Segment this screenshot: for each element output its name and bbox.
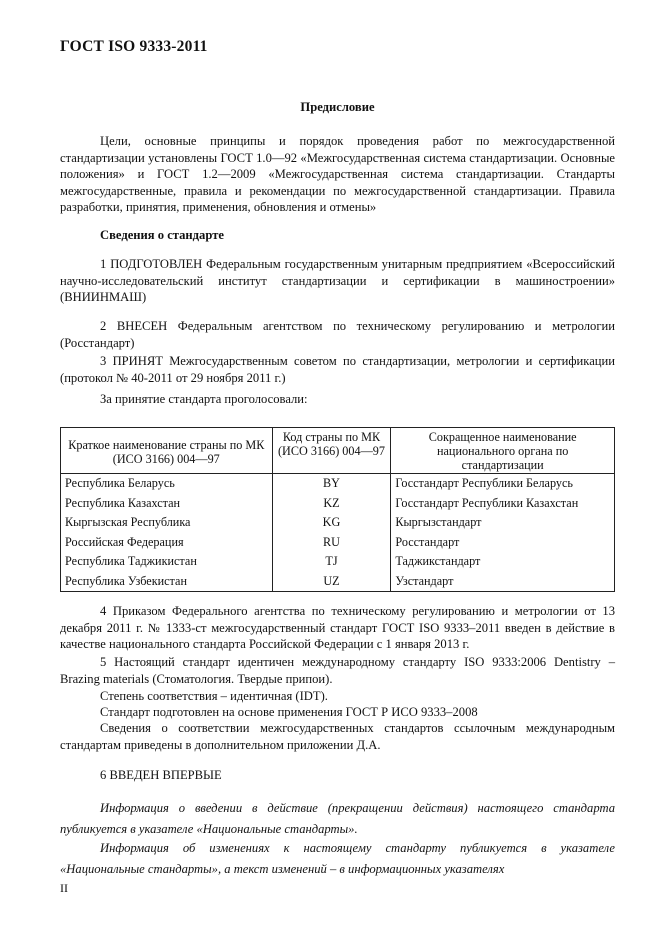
- intro-text: Цели, основные принципы и порядок проведения работ по межгосударственной стандартизации установлены ГОСТ 1.0—92 «Межгосударственная система стандартизации. Основные положения» и ГОСТ 1.2—2009 «Межгосударственная система стандартизации. Стандарты межгосударственные, правила и рекомендации по межгосударственной стандартизации. Правила разработки, принятия, применения, обновления и отмены»: [60, 134, 615, 215]
- annex-note-text: Сведения о соответствии межгосударственных стандартов ссылочным международным стандартам приведены в дополнительном приложении Д.А.: [60, 721, 615, 752]
- country-cell: Республика Узбекистан: [61, 572, 273, 592]
- body-cell: Росстандарт: [391, 533, 615, 553]
- body-cell: Узстандарт: [391, 572, 615, 592]
- body-cell: Таджикстандарт: [391, 552, 615, 572]
- item-4-text: 4 Приказом Федерального агентства по техническому регулированию и метрологии от 13 декабря 2011 г. № 1333-ст межгосударственный стандарт ГОСТ ISO 9333–2011 введен в действие в качестве национального стандарта Российской Федерации с 1 января 2013 г.: [60, 604, 615, 652]
- table-row: [61, 533, 615, 553]
- code-cell: BY: [272, 474, 391, 494]
- info-publication: [60, 798, 615, 840]
- column-header-country: Краткое наименование страны по МК (ИСО 3166) 004—97: [61, 428, 273, 474]
- conformity-line: [60, 688, 615, 705]
- country-cell: Республика Беларусь: [61, 474, 273, 494]
- country-cell: Республика Таджикистан: [61, 552, 273, 572]
- item-6: [60, 767, 615, 784]
- item-2-text: 2 ВНЕСЕН Федеральным агентством по техническому регулированию и метрологии (Росстандарт): [60, 319, 615, 350]
- intro-paragraph: [60, 133, 615, 216]
- voted-label: За принятие стандарта проголосовали:: [100, 392, 308, 406]
- code-cell: KG: [272, 513, 391, 533]
- item-6-text: 6 ВВЕДЕН ВПЕРВЫЕ: [100, 768, 222, 782]
- table-row: [61, 474, 615, 494]
- country-cell: Российская Федерация: [61, 533, 273, 553]
- item-3: [60, 353, 615, 386]
- info-changes: [60, 838, 615, 880]
- item-5: [60, 654, 615, 687]
- voting-table-wrap: [60, 427, 615, 592]
- table-row: [61, 572, 615, 592]
- body-cell: Кыргызстандарт: [391, 513, 615, 533]
- voting-table: [60, 427, 615, 592]
- body-cell: Госстандарт Республики Беларусь: [391, 474, 615, 494]
- voted-label-block: [60, 391, 615, 408]
- item-5-text: 5 Настоящий стандарт идентичен международному стандарту ISO 9333:2006 Dentistry – Brazing materials (Стоматология. Твердые припои).: [60, 655, 615, 686]
- table-row: [61, 513, 615, 533]
- item-4: [60, 603, 615, 653]
- document-code: ГОСТ ISO 9333-2011: [60, 38, 208, 55]
- page-title: Предисловие: [300, 100, 375, 114]
- item-2: [60, 318, 615, 351]
- item-3-text: 3 ПРИНЯТ Межгосударственным советом по стандартизации, метрологии и сертификации (протокол № 40-2011 от 29 ноября 2011 г.): [60, 354, 615, 385]
- based-on-text: Стандарт подготовлен на основе применения ГОСТ Р ИСО 9333–2008: [100, 705, 478, 719]
- based-on-line: [60, 704, 615, 721]
- country-cell: Кыргызская Республика: [61, 513, 273, 533]
- info-1-text: Информация о введении в действие (прекращении действия) настоящего стандарта публикуется в указателе «Национальные стандарты».: [60, 801, 615, 836]
- code-cell: RU: [272, 533, 391, 553]
- body-cell: Госстандарт Республики Казахстан: [391, 494, 615, 514]
- country-cell: Республика Казахстан: [61, 494, 273, 514]
- conformity-text: Степень соответствия – идентичная (IDT).: [100, 689, 328, 703]
- code-cell: KZ: [272, 494, 391, 514]
- table-row: [61, 552, 615, 572]
- section-title: Сведения о стандарте: [100, 228, 224, 242]
- page-number: II: [60, 881, 68, 895]
- column-header-code: Код страны по МК (ИСО 3166) 004—97: [272, 428, 391, 474]
- code-cell: TJ: [272, 552, 391, 572]
- code-cell: UZ: [272, 572, 391, 592]
- table-row: [61, 494, 615, 514]
- column-header-body: Сокращенное наименование национального органа по стандартизации: [391, 428, 615, 474]
- item-1: [60, 256, 615, 306]
- info-2-text: Информация об изменениях к настоящему стандарту публикуется в указателе «Национальные стандарты», а текст изменений – в информационных указателях: [60, 841, 615, 876]
- annex-note: [60, 720, 615, 753]
- item-1-text: 1 ПОДГОТОВЛЕН Федеральным государственным унитарным предприятием «Всероссийский научно-исследовательский институт стандартизации и сертификации в машиностроении» (ВНИИНМАШ): [60, 257, 615, 305]
